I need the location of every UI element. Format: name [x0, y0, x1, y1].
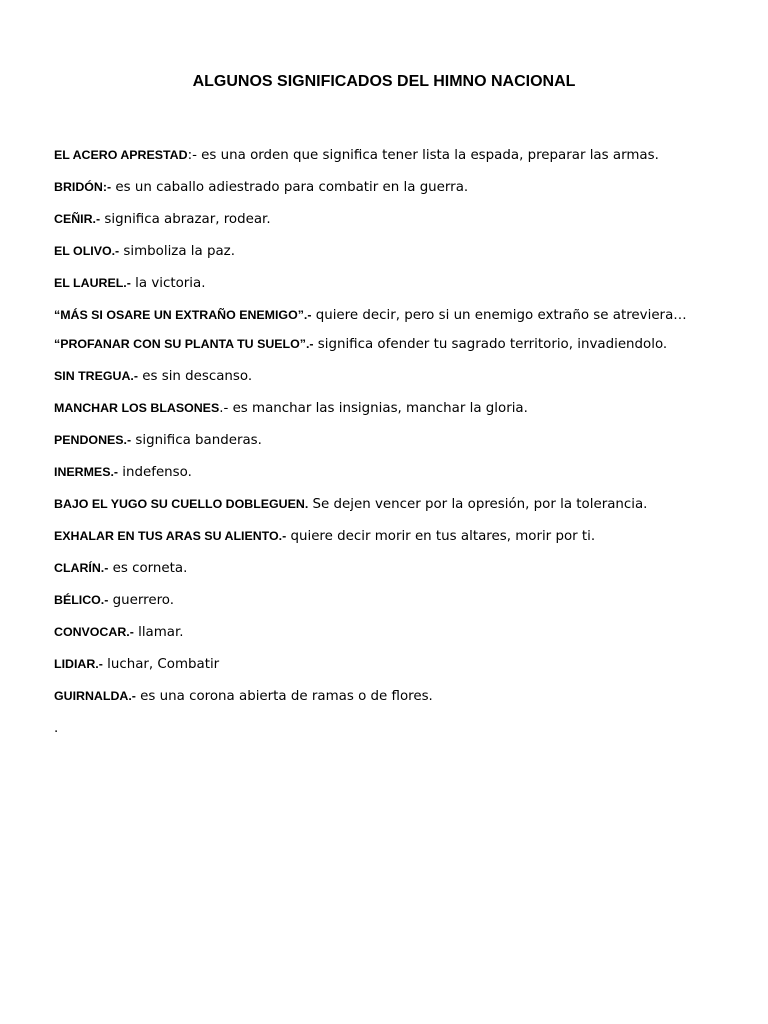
glossary-definition: llamar. — [133, 625, 184, 640]
glossary-entry — [54, 495, 724, 514]
glossary-entry — [54, 210, 724, 229]
glossary-definition: guerrero. — [108, 593, 175, 608]
glossary-term: SIN TREGUA.- — [54, 369, 138, 383]
glossary-definition: es corneta. — [108, 561, 188, 576]
glossary-term: MANCHAR LOS BLASONES — [54, 401, 220, 415]
glossary-definition: la victoria. — [130, 276, 206, 291]
trailing-period: . — [54, 721, 59, 736]
glossary-list — [54, 146, 724, 738]
glossary-definition: quiere decir, pero si un enemigo extraño se atreviera… — [311, 308, 687, 323]
glossary-entry — [54, 242, 724, 261]
glossary-definition: significa abrazar, rodear. — [100, 212, 271, 227]
glossary-term: INERMES.- — [54, 465, 119, 479]
glossary-definition: es sin descanso. — [137, 369, 253, 384]
glossary-definition: Se dejen vencer por la opresión, por la tolerancia. — [308, 497, 648, 512]
glossary-term: PENDONES.- — [54, 433, 132, 447]
glossary-entry — [54, 527, 724, 546]
glossary-entry — [54, 463, 724, 482]
glossary-term: EL ACERO APRESTAD — [54, 148, 188, 162]
glossary-term: CEÑIR.- — [54, 212, 101, 226]
glossary-entry — [54, 655, 724, 674]
glossary-term: GUIRNALDA.- — [54, 689, 136, 703]
glossary-definition: luchar, Combatir — [102, 657, 220, 672]
glossary-definition: :- es una orden que significa tener lista la espada, preparar las armas. — [187, 148, 659, 163]
glossary-term: EL OLIVO.- — [54, 244, 120, 258]
glossary-term: “PROFANAR CON SU PLANTA TU SUELO”.- — [54, 337, 314, 351]
glossary-definition: es un caballo adiestrado para combatir en la guerra. — [111, 180, 469, 195]
glossary-entry — [54, 431, 724, 450]
glossary-term: BRIDÓN:- — [54, 180, 112, 194]
glossary-term: CONVOCAR.- — [54, 625, 134, 639]
glossary-term: “MÁS SI OSARE UN EXTRAÑO ENEMIGO”.- — [54, 308, 312, 322]
glossary-entry — [54, 306, 724, 325]
glossary-term: CLARÍN.- — [54, 561, 109, 575]
glossary-entry — [54, 178, 724, 197]
glossary-entry — [54, 399, 724, 418]
glossary-entry — [54, 146, 724, 165]
glossary-definition: simboliza la paz. — [119, 244, 235, 259]
glossary-definition: indefenso. — [118, 465, 192, 480]
glossary-definition: significa ofender tu sagrado territorio, invadiendolo. — [313, 337, 668, 352]
document-title: ALGUNOS SIGNIFICADOS DEL HIMNO NACIONAL — [192, 73, 576, 90]
glossary-definition: quiere decir morir en tus altares, morir por ti. — [286, 529, 596, 544]
glossary-term: BÉLICO.- — [54, 593, 109, 607]
glossary-entry — [54, 591, 724, 610]
glossary-entry — [54, 274, 724, 293]
glossary-entry — [54, 367, 724, 386]
glossary-term: EL LAUREL.- — [54, 276, 131, 290]
glossary-entry — [54, 687, 724, 706]
glossary-definition: es una corona abierta de ramas o de flores. — [135, 689, 433, 704]
glossary-entry — [54, 623, 724, 642]
glossary-entry — [54, 559, 724, 578]
glossary-definition: significa banderas. — [131, 433, 262, 448]
glossary-term: EXHALAR EN TUS ARAS SU ALIENTO.- — [54, 529, 287, 543]
glossary-term: BAJO EL YUGO SU CUELLO DOBLEGUEN. — [54, 497, 309, 511]
glossary-entry — [54, 335, 724, 354]
glossary-definition: .- es manchar las insignias, manchar la gloria. — [219, 401, 528, 416]
glossary-term: LIDIAR.- — [54, 657, 103, 671]
